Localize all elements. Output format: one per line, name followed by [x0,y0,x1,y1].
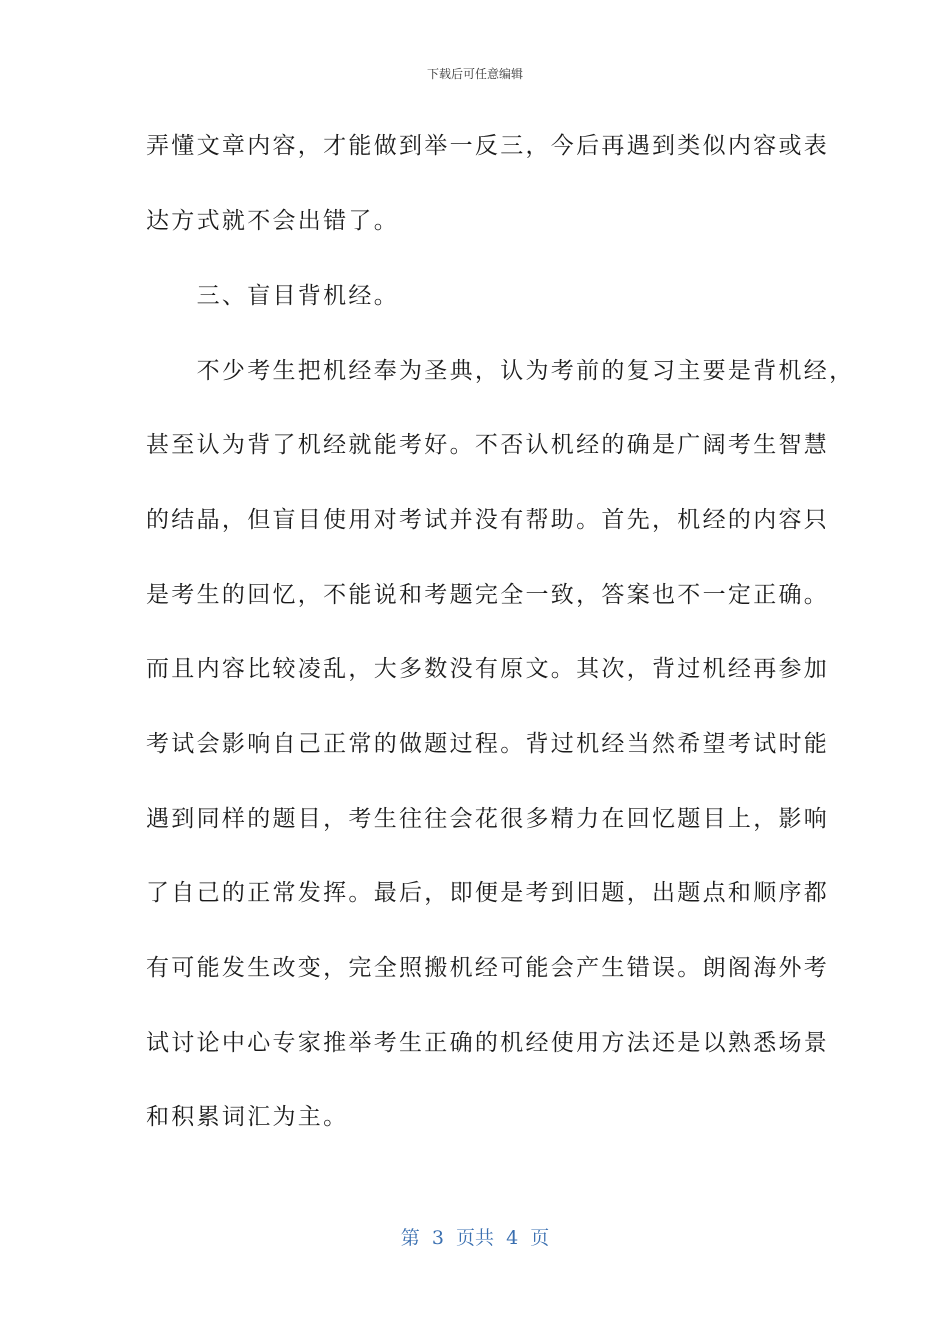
body-line-14: 和积累词汇为主。 [146,1104,349,1130]
body-line-5: 甚至认为背了机经就能考好。不否认机经的确是广阔考生智慧 [146,432,830,458]
body-line-11: 了自己的正常发挥。最后，即便是考到旧题，出题点和顺序都 [146,880,830,906]
body-line-2: 达方式就不会出错了。 [146,208,399,234]
body-line-13: 试讨论中心专家推举考生正确的机经使用方法还是以熟悉场景 [146,1030,830,1056]
body-line-10: 遇到同样的题目，考生往往会花很多精力在回忆题目上，影响 [146,806,830,832]
page-header: 下载后可任意编辑 [426,67,523,81]
page-number-footer: 第 3 页共 4 页 [400,1227,550,1249]
body-line-6: 的结晶，但盲目使用对考试并没有帮助。首先，机经的内容只 [146,507,830,533]
body-line-12: 有可能发生改变，完全照搬机经可能会产生错误。朗阁海外考 [146,955,830,981]
section-heading: 三、盲目背机经。 [146,283,399,309]
body-line-1: 弄懂文章内容，才能做到举一反三，今后再遇到类似内容或表 [146,133,830,159]
body-line-8: 而且内容比较凌乱，大多数没有原文。其次，背过机经再参加 [146,656,830,682]
body-line-9: 考试会影响自己正常的做题过程。背过机经当然希望考试时能 [146,731,830,757]
body-line-7: 是考生的回忆，不能说和考题完全一致，答案也不一定正确。 [146,582,830,608]
body-line-4: 不少考生把机经奉为圣典，认为考前的复习主要是背机经， [146,358,855,384]
